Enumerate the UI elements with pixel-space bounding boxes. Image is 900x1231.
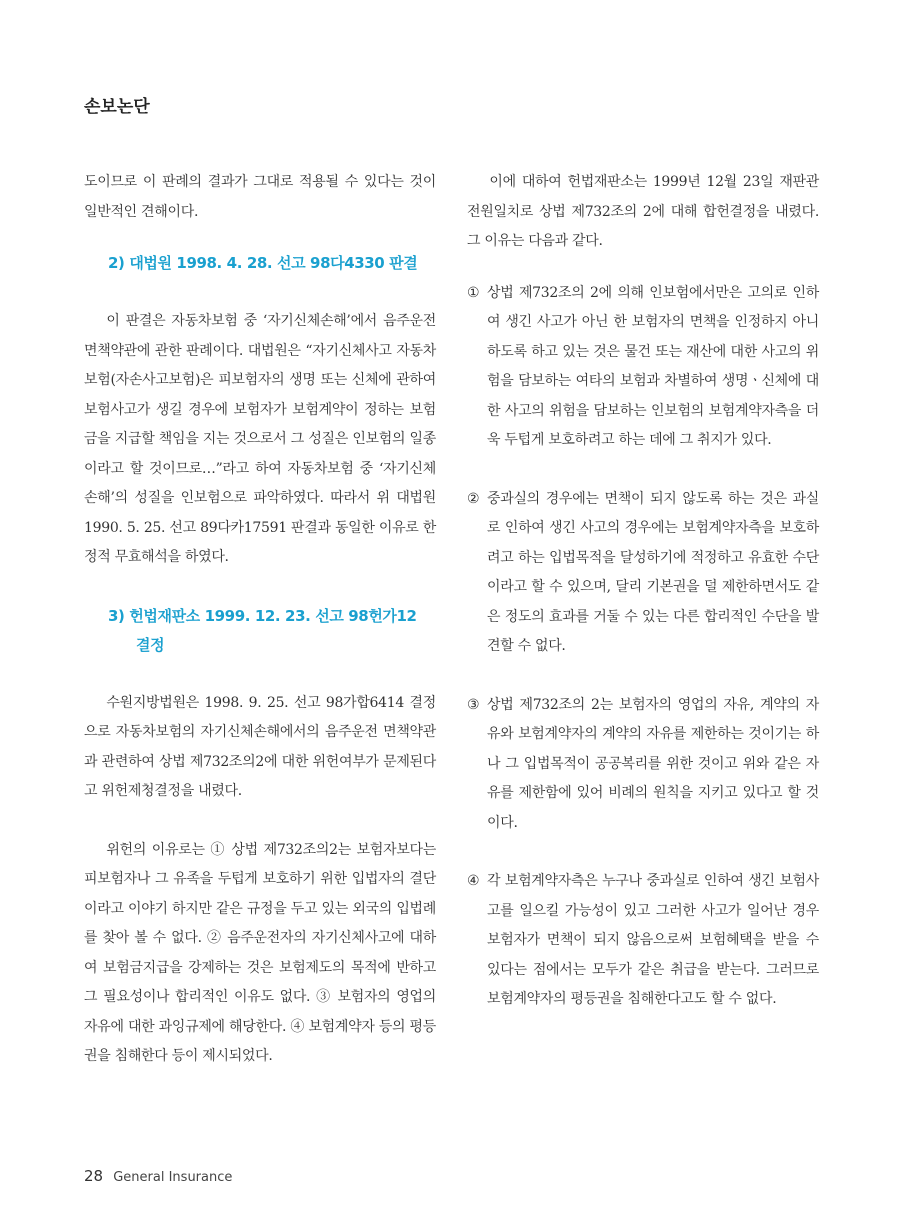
body-paragraph: 이에 대하여 헌법재판소는 1999년 12월 23일 재판관전원일치로 상법 제732조의 2에 대해 합헌결정을 내렸다. 그 이유는 다음과 같다. <box>467 174 819 249</box>
body-paragraph: 이 판결은 자동차보험 중 ‘자기신체손해’에서 음주운전 면책약관에 관한 판례이다. 대법원은 “자기신체사고 자동차보험(자손사고보험)은 피보험자의 생명 또는 신체에 관하여 보험사고가 생길 경우에 보험자가 보험계약이 정하는 보험금을 지급할 책임을 지는 것으로서 그 성질은 인보험의 일종이라고 할 것이므로…”라고 하여 자동차보험 중 ‘자기신체손해’의 성질을 인보험으로 파악하였다. 따라서 위 대법원 1990. 5. 25. 선고 89다카17591 판결과 동일한 이유로 한정적 무효해석을 하였다. <box>84 313 436 565</box>
page-number: 28 <box>84 1167 104 1185</box>
item-number: ② <box>467 490 480 507</box>
item-text: 중과실의 경우에는 면책이 되지 않도록 하는 것은 과실로 인하여 생긴 사고의 경우에는 보험계약자측을 보호하려고 하는 입법목적을 달성하기에 적정하고 유효한 수단이라고 할 수 있으며, 달리 기본권을 덜 제한하면서도 같은 정도의 효과를 거둘 수 있는 다른 합리적인 수단을 발견할 수 없다. <box>487 490 819 654</box>
subsection-heading <box>84 602 436 660</box>
list-item <box>467 485 819 662</box>
item-number: ④ <box>467 873 480 889</box>
body-paragraph: 수원지방법원은 1998. 9. 25. 선고 98가합6414 결정으로 자동차보험의 자기신체손해에서의 음주운전 면책약관과 관련하여 상법 제732조의2에 대한 위헌여부가 문제된다고 위헌제청결정을 내렸다. <box>84 694 436 799</box>
publication-name: General Insurance <box>113 1170 233 1185</box>
left-column <box>84 168 436 1072</box>
list-item <box>467 691 819 839</box>
item-text: 상법 제732조의 2는 보험자의 영업의 자유, 계약의 자유와 보험계약자의 계약의 자유를 제한하는 것이기는 하나 그 입법목적이 공공복리를 위한 것이고 위와 같은 자유를 제한함에 있어 비례의 원칙을 지키고 있다고 할 것이다. <box>487 696 819 831</box>
body-paragraph: 도이므로 이 판례의 결과가 그대로 적용될 수 있다는 것이 일반적인 견해이다. <box>84 174 436 220</box>
item-text: 각 보험계약자측은 누구나 중과실로 인하여 생긴 보험사고를 일으킬 가능성이 있고 그러한 사고가 일어난 경우 보험자가 면책이 되지 않음으로써 보험혜택을 받을 수 있다는 점에서는 모두가 같은 취급을 받는다. 그러므로 보험계약자의 평등권을 침해한다고도 할 수 없다. <box>487 873 819 1007</box>
section-header: 손보논단 <box>84 97 150 117</box>
right-column <box>467 168 819 1015</box>
page-footer <box>84 1167 232 1185</box>
subsection-heading: 2) 대법원 1998. 4. 28. 선고 98다4330 판결 <box>108 254 418 272</box>
body-paragraph: 위헌의 이유로는 ① 상법 제732조의2는 보험자보다는 피보험자나 그 유족을 두텁게 보호하기 위한 입법자의 결단이라고 이야기 하지만 같은 규정을 두고 있는 외국의 입법례를 찾아 볼 수 없다. ② 음주운전자의 자기신체사고에 대하여 보험금지급을 강제하는 것은 보험제도의 목적에 반하고 그 필요성이나 합리적인 이유도 없다. ③ 보험자의 영업의 자유에 대한 과잉규제에 해당한다. ④ 보험계약자 등의 평등권을 침해한다 등이 제시되었다. <box>84 841 436 1064</box>
item-number: ③ <box>467 696 480 713</box>
heading-line: 3) 헌법재판소 1999. 12. 23. 선고 98헌가12 <box>108 606 417 625</box>
item-number: ① <box>467 284 480 301</box>
heading-line: 결정 <box>136 635 165 654</box>
item-text: 상법 제732조의 2에 의해 인보험에서만은 고의로 인하여 생긴 사고가 아닌 한 보험자의 면책을 인정하지 아니하도록 하고 있는 것은 물건 또는 재산에 대한 사고의 위험을 담보하는 여타의 보험과 차별하여 생명ㆍ신체에 대한 사고의 위험을 담보하는 인보험의 보험계약자측을 더욱 두텁게 보호하려고 하는 데에 그 취지가 있다. <box>487 284 819 448</box>
list-item <box>467 279 819 456</box>
list-item <box>467 867 819 1015</box>
